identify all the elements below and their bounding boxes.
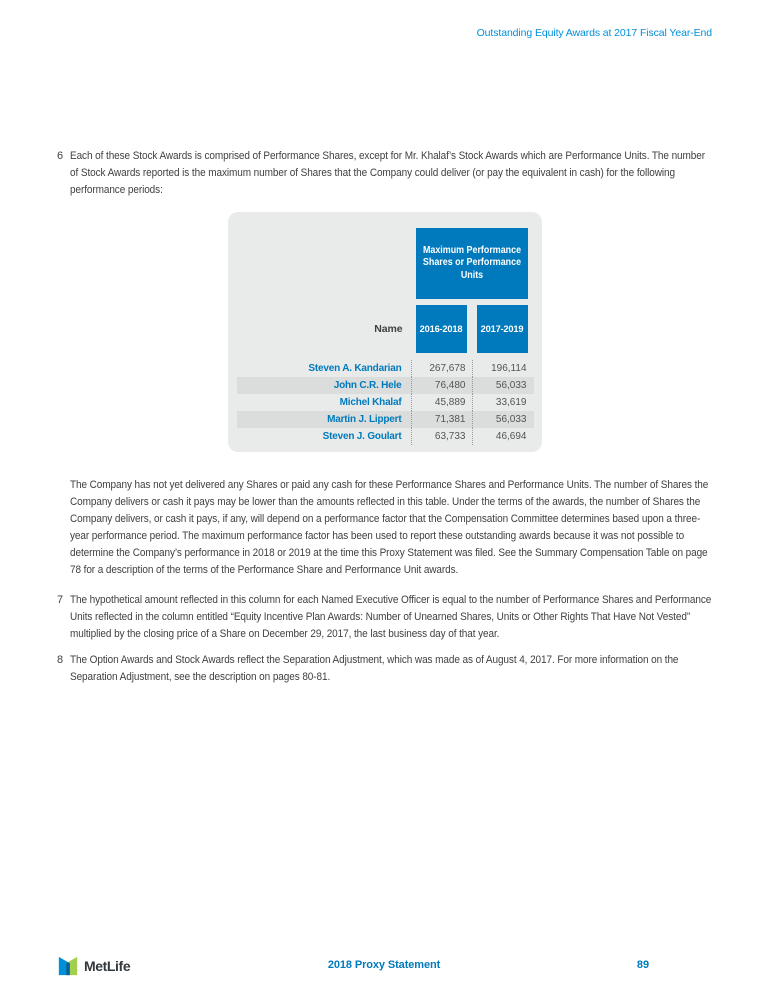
footnote-text: The hypothetical amount reflected in this column for each Named Executive Officer is equal to the number of Performance Shares and Performance Units reflected in the column entitled “Equity Incentive Plan Awards: Number of Unearned Shares, Units or Other Rights That Have Not Vested” multiplied by the closing price of a Share on December 29, 2017, the last business day of that year. — [70, 594, 712, 640]
row-name: Martin J. Lippert — [327, 414, 402, 425]
table-row — [237, 377, 534, 394]
table-name-column-header: Name — [374, 323, 403, 335]
table-row — [237, 428, 534, 445]
table-col-header-2017-2019: 2017-2019 — [477, 305, 528, 353]
footnote-6 — [57, 148, 712, 199]
row-value-2017-2019: 196,114 — [472, 360, 534, 377]
row-value-2017-2019: 56,033 — [472, 411, 534, 428]
row-value-2017-2019: 56,033 — [472, 377, 534, 394]
footnote-text: Each of these Stock Awards is comprised of Performance Shares, except for Mr. Khalaf’s Stock Awards which are Performance Units. The number of Stock Awards reported is the maximum number of Shares that the Company could deliver (or pay the equivalent in cash) for the following performance periods: — [70, 150, 705, 196]
table-row — [237, 394, 534, 411]
footnote-number: 8 — [57, 654, 64, 666]
table-span-header: Maximum Performance Shares or Performance Units — [416, 228, 528, 299]
page-content — [57, 148, 712, 686]
row-name: Michel Khalaf — [339, 397, 402, 408]
footnote-7 — [57, 592, 712, 643]
after-table-paragraph: The Company has not yet delivered any Shares or paid any cash for these Performance Shares and Performance Units. The number of Shares the Company delivers or cash it pays may be lower than the amounts reflected in this table. Under the terms of the awards, the number of Shares the Company delivers, or cash it pays, if any, will depend on a performance factor that the Compensation Committee determines based upon a three-year performance period. The maximum performance factor has been used to report these outstanding awards because it was not possible to determine the Company’s performance in 2018 or 2019 at the time this Proxy Statement was filed. See the Summary Compensation Table on page 78 for a description of the terms of the Performance Share and Performance Unit awards. — [70, 479, 709, 576]
table-rows — [237, 360, 534, 445]
table-row — [237, 411, 534, 428]
row-value-2016-2018: 267,678 — [411, 360, 472, 377]
metlife-wordmark: MetLife — [84, 958, 131, 974]
page-number: 89 — [636, 959, 650, 971]
table-col-header-2016-2018: 2016-2018 — [416, 305, 467, 353]
footnote-number: 7 — [57, 594, 64, 606]
row-name: Steven A. Kandarian — [308, 363, 402, 374]
performance-periods-table — [228, 212, 542, 452]
footnote-text: The Option Awards and Stock Awards reflect the Separation Adjustment, which was made as of August 4, 2017. For more information on the Separation Adjustment, see the description on pages 80-81. — [70, 654, 679, 683]
row-value-2017-2019: 33,619 — [472, 394, 534, 411]
footer-document-title: 2018 Proxy Statement — [327, 959, 441, 971]
footnote-number: 6 — [57, 150, 64, 162]
row-name: John C.R. Hele — [333, 380, 402, 391]
footnote-8 — [57, 652, 712, 686]
row-value-2017-2019: 46,694 — [472, 428, 534, 445]
row-value-2016-2018: 45,889 — [411, 394, 472, 411]
row-value-2016-2018: 76,480 — [411, 377, 472, 394]
row-value-2016-2018: 71,381 — [411, 411, 472, 428]
table-row — [237, 360, 534, 377]
row-name: Steven J. Goulart — [322, 431, 402, 442]
row-value-2016-2018: 63,733 — [411, 428, 472, 445]
running-header: Outstanding Equity Awards at 2017 Fiscal Year-End — [476, 27, 712, 39]
